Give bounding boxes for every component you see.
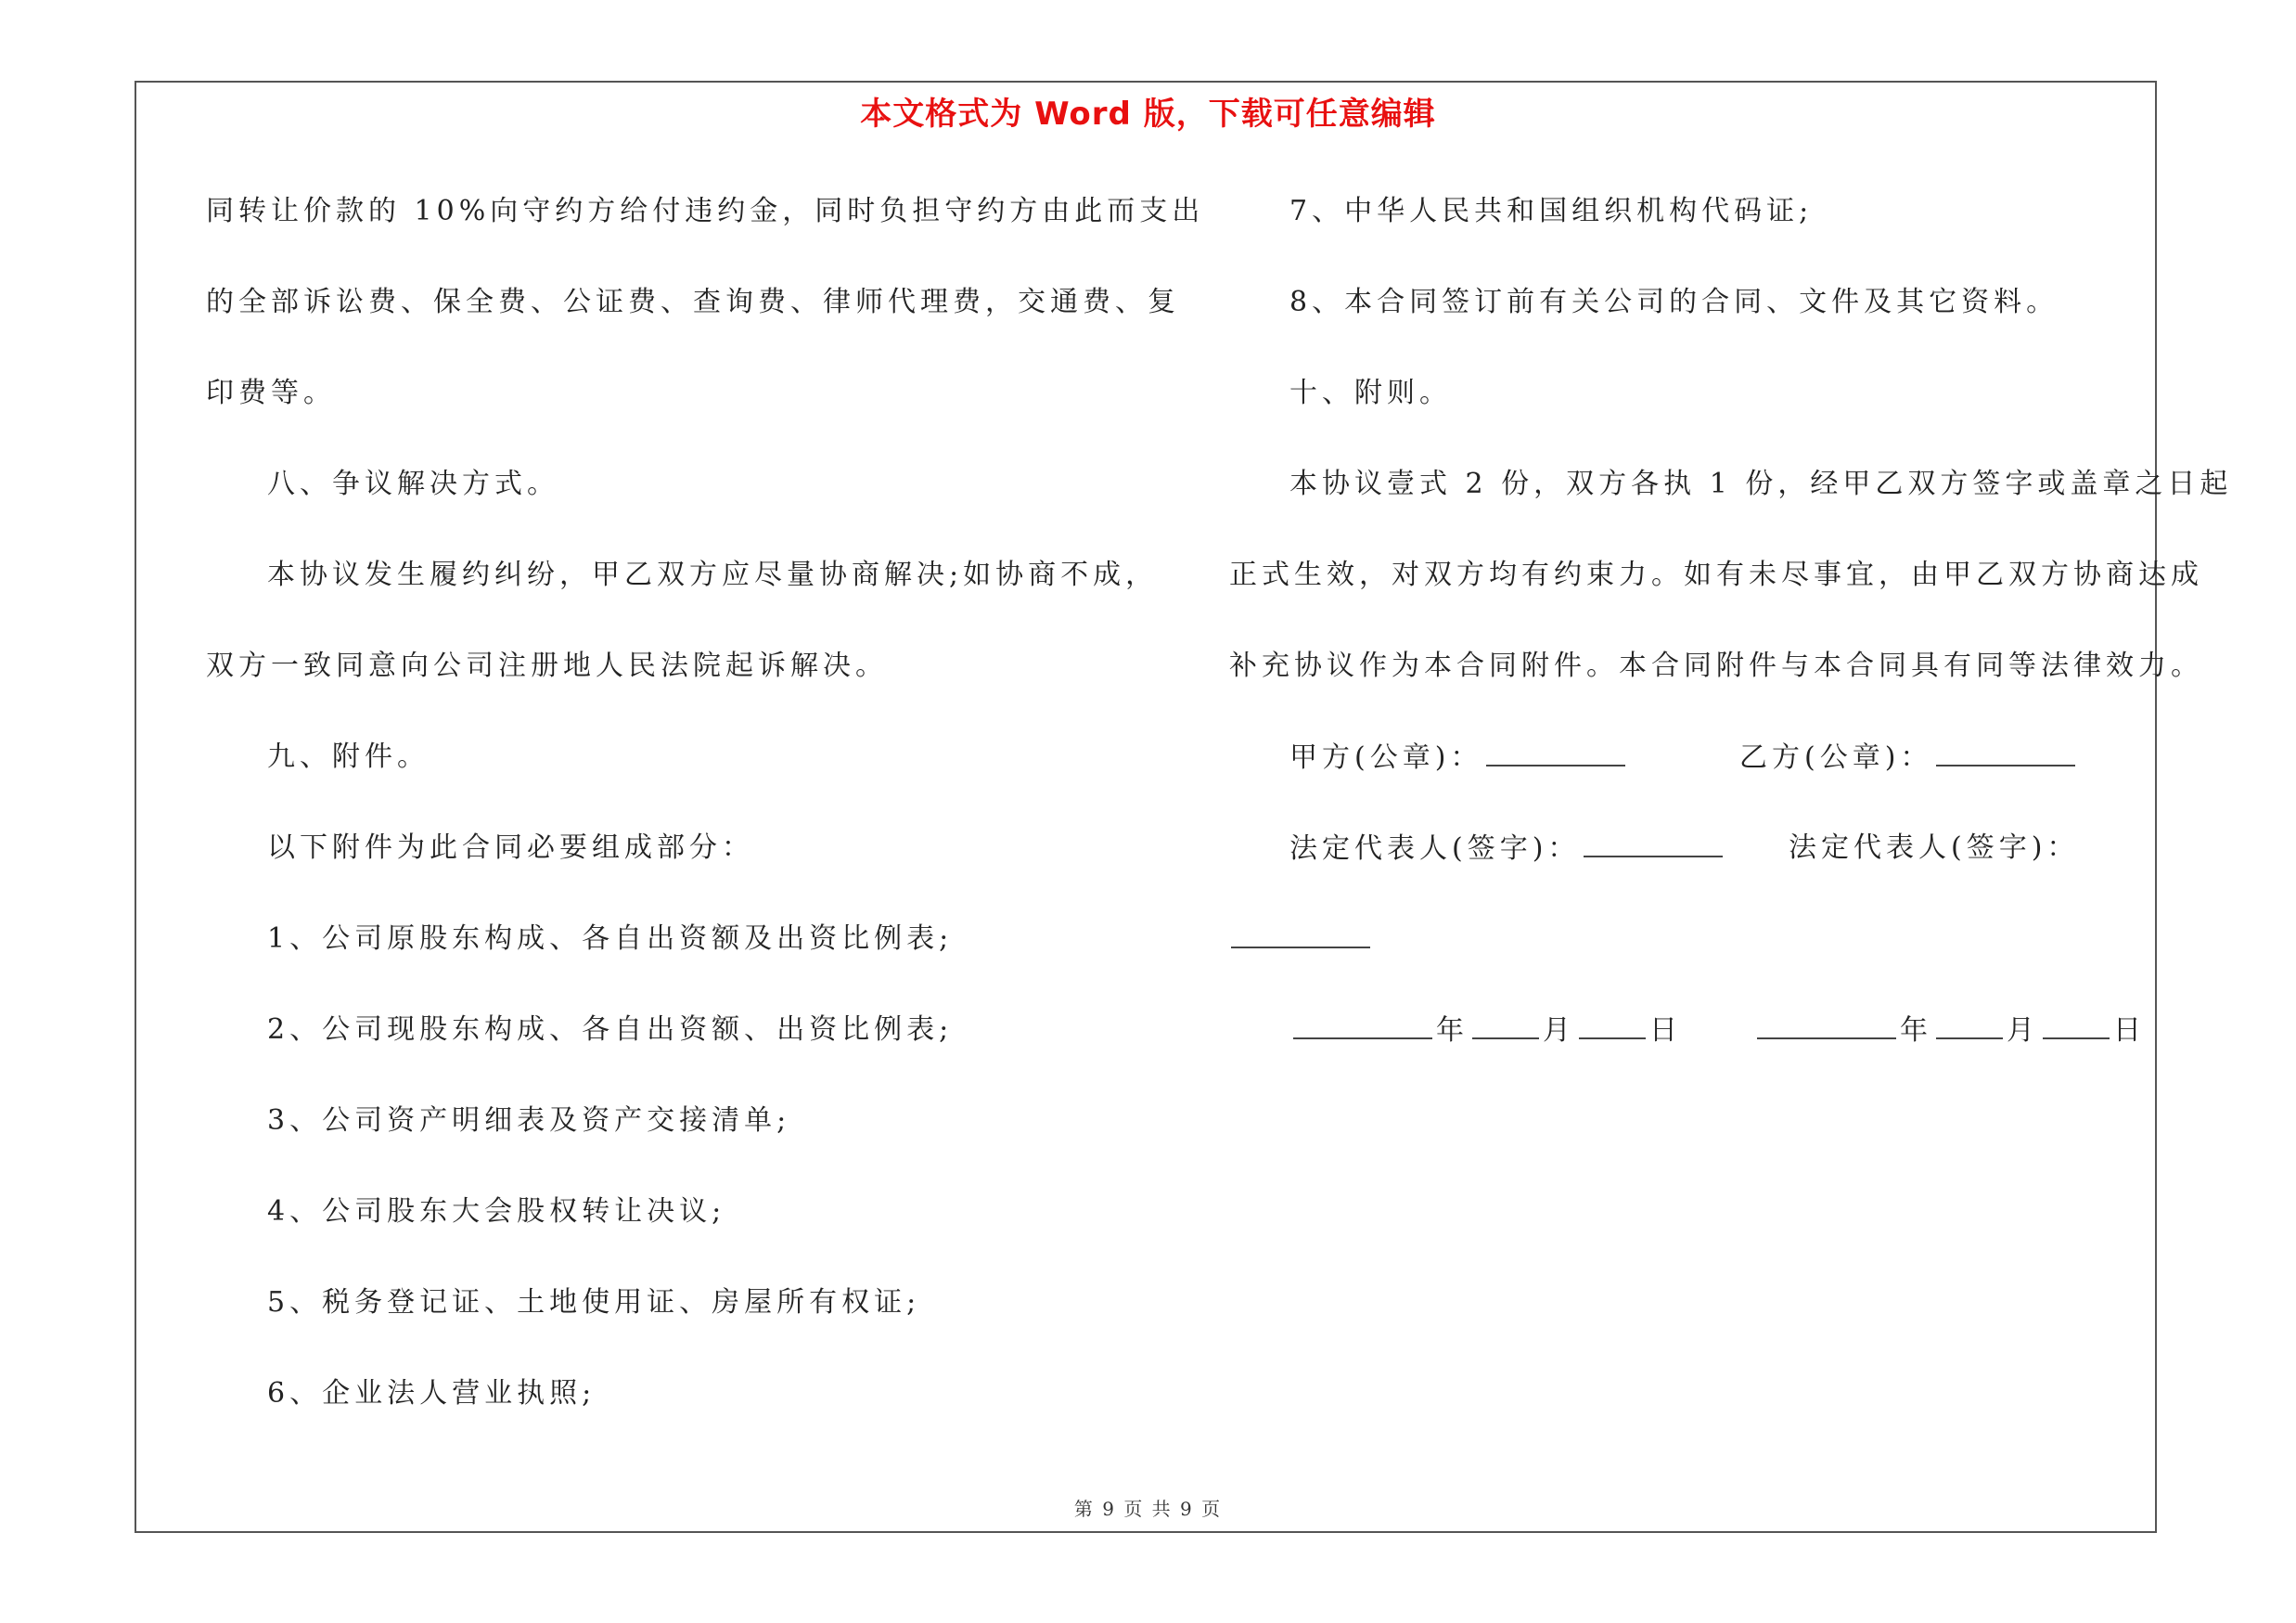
format-banner: 本文格式为 Word 版，下载可任意编辑 <box>860 96 1436 133</box>
party-b-rep-blank <box>1231 921 1370 948</box>
party-b-seal-label: 乙方(公章)： <box>1739 741 1933 774</box>
party-a-date-line <box>1289 1011 1682 1050</box>
section-8-heading: 八、争议解决方式。 <box>267 468 559 500</box>
party-a-rep-line <box>1289 830 1726 868</box>
party-a-seal-label: 甲方(公章)： <box>1289 741 1483 774</box>
left-line-1: 同转让价款的 10%向守约方给付违约金，同时负担守约方由此而支出 <box>206 195 1205 227</box>
party-a-day-label: 日 <box>1649 1014 1682 1047</box>
attachment-item-4: 4、公司股东大会股权转让决议; <box>267 1195 726 1228</box>
party-b-seal-blank <box>1936 739 2075 766</box>
right-line-4: 本协议壹式 2 份，双方各执 1 份，经甲乙双方签字或盖章之日起 <box>1289 468 2233 500</box>
party-b-year-blank <box>1757 1011 1896 1039</box>
party-b-seal-line <box>1739 739 2079 777</box>
left-line-2: 的全部诉讼费、保全费、公证费、查询费、律师代理费，交通费、复 <box>206 286 1180 318</box>
right-line-6: 补充协议作为本合同附件。本合同附件与本合同具有同等法律效力。 <box>1229 650 2203 682</box>
section-9-heading: 九、附件。 <box>267 741 430 773</box>
party-a-month-blank <box>1472 1011 1539 1039</box>
attachment-item-8: 8、本合同签订前有关公司的合同、文件及其它资料。 <box>1289 286 2059 318</box>
left-line-6: 双方一致同意向公司注册地人民法院起诉解决。 <box>206 650 888 682</box>
party-b-day-label: 日 <box>2113 1014 2146 1047</box>
party-b-rep-line <box>1789 830 2079 867</box>
attachment-item-5: 5、税务登记证、土地使用证、房屋所有权证; <box>267 1286 921 1319</box>
page-number-footer: 第 9 页 共 9 页 <box>1073 1498 1223 1520</box>
party-b-rep-blank-line <box>1227 921 1374 959</box>
party-b-date-line <box>1753 1011 2146 1050</box>
party-b-year-label: 年 <box>1900 1014 1932 1047</box>
party-b-month-blank <box>1936 1011 2003 1039</box>
attachment-item-7: 7、中华人民共和国组织机构代码证; <box>1289 195 1814 227</box>
party-a-seal-blank <box>1486 739 1625 766</box>
attachment-item-6: 6、企业法人营业执照; <box>267 1377 596 1410</box>
right-line-5: 正式生效，对双方均有约束力。如有未尽事宜，由甲乙双方协商达成 <box>1229 559 2203 591</box>
attachment-item-1: 1、公司原股东构成、各自出资额及出资比例表; <box>267 922 954 955</box>
party-a-rep-label: 法定代表人(签字)： <box>1289 832 1581 865</box>
party-a-rep-blank <box>1584 830 1723 857</box>
attachment-item-2: 2、公司现股东构成、各自出资额、出资比例表; <box>267 1013 954 1046</box>
party-b-rep-label: 法定代表人(签字)： <box>1789 831 2080 864</box>
left-line-5: 本协议发生履约纠纷，甲乙双方应尽量协商解决;如协商不成， <box>267 559 1159 591</box>
party-b-month-label: 月 <box>2007 1014 2039 1047</box>
party-b-day-blank <box>2043 1011 2110 1039</box>
section-10-heading: 十、附则。 <box>1289 377 1452 409</box>
party-a-day-blank <box>1579 1011 1646 1039</box>
left-line-8: 以下附件为此合同必要组成部分： <box>267 831 754 864</box>
left-line-3: 印费等。 <box>206 377 336 409</box>
party-a-month-label: 月 <box>1543 1014 1575 1047</box>
party-a-seal-line <box>1289 739 1629 777</box>
party-a-year-blank <box>1293 1011 1432 1039</box>
attachment-item-3: 3、公司资产明细表及资产交接清单; <box>267 1104 791 1137</box>
party-a-year-label: 年 <box>1436 1014 1469 1047</box>
